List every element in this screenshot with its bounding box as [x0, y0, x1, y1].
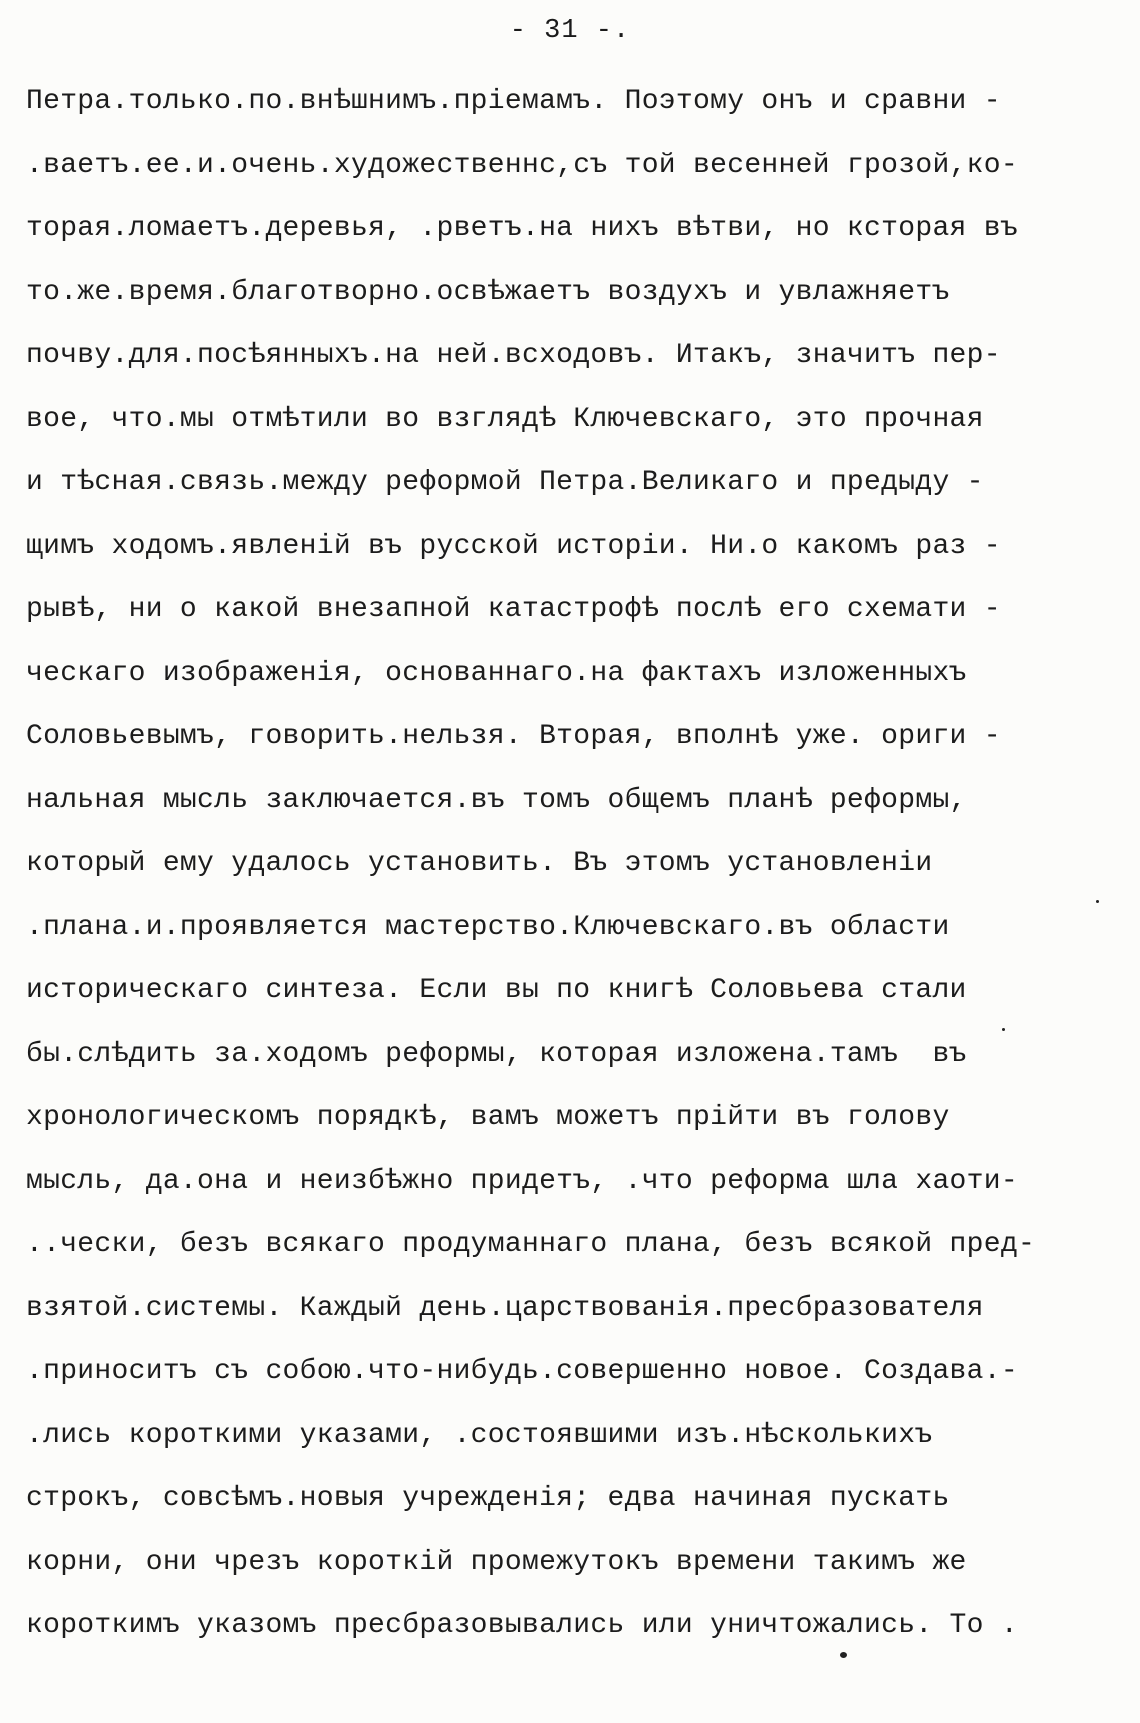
- text-line: короткимъ указомъ пресбразовывались или уничтожались. То .: [26, 1610, 1018, 1641]
- text-line: нальная мысль заключается.въ томъ общемъ планѣ реформы,: [26, 784, 967, 816]
- ink-speck: [1002, 1028, 1005, 1031]
- text-line: мысль, да.она и неизбѣжно придетъ, .что реформа шла хаоти-: [26, 1165, 1018, 1197]
- text-line: щимъ ходомъ.явленій въ русской исторіи. Ни.о какомъ раз -: [26, 530, 1001, 562]
- text-line: Петра.только.по.внѣшнимъ.пріемамъ. Поэтому онъ и сравни -: [26, 86, 1001, 117]
- text-line: почву.для.посѣянныхъ.на ней.всходовъ. Итакъ, значитъ пер-: [26, 340, 1001, 371]
- page-number: - 31 -.: [509, 16, 631, 46]
- text-line: то.же.время.благотворно.освѣжаетъ воздухъ и увлажняетъ: [26, 276, 950, 308]
- ink-speck: [840, 1652, 847, 1658]
- text-line: корни, они чрезъ короткій промежутокъ времени такимъ же: [26, 1546, 967, 1578]
- text-line: ..чески, безъ всякаго продуманнаго плана, безъ всякой пред-: [26, 1229, 1036, 1260]
- text-line: взятой.системы. Каждый день.царствованія.пресбразователя: [26, 1292, 984, 1324]
- text-line: вое, что.мы отмѣтили во взглядѣ Ключевскаго, это прочная: [26, 403, 984, 435]
- text-line: который ему удалось установить. Въ этомъ установленіи: [26, 848, 933, 879]
- text-line: ческаго изображенія, основаннаго.на фактахъ изложенныхъ: [26, 657, 967, 689]
- text-line: рывѣ, ни о какой внезапной катастрофѣ послѣ его схемати -: [26, 594, 1001, 625]
- text-line: бы.слѣдить за.ходомъ реформы, которая изложена.тамъ въ: [26, 1038, 967, 1070]
- text-line: Соловьевымъ, говорить.нельзя. Вторая, вполнѣ уже. ориги -: [26, 721, 1001, 752]
- text-line: строкъ, совсѣмъ.новыя учрежденія; едва начиная пускать: [26, 1483, 950, 1514]
- text-line: хронологическомъ порядкѣ, вамъ можетъ прійти въ голову: [26, 1102, 950, 1133]
- text-line: .ваетъ.ее.и.очень.художественнс,съ той весенней грозой,ко-: [26, 149, 1018, 181]
- text-line: историческаго синтеза. Если вы по книгѣ Соловьева стали: [26, 975, 967, 1006]
- text-line: .плана.и.проявляется мастерство.Ключевскаго.въ области: [26, 911, 950, 943]
- typewritten-text-block: [26, 70, 1116, 1658]
- text-line: .приноситъ съ собою.что-нибудь.совершенно новое. Создава.-: [26, 1356, 1018, 1387]
- ink-speck: [1096, 900, 1099, 903]
- text-line: торая.ломаетъ.деревья, .рветъ.на нихъ вѣтви, но ксторая въ: [26, 213, 1018, 244]
- text-line: и тѣсная.связь.между реформой Петра.Великаго и предыду -: [26, 467, 984, 498]
- text-line: .лись короткими указами, .состоявшими изъ.нѣсколькихъ: [26, 1419, 933, 1451]
